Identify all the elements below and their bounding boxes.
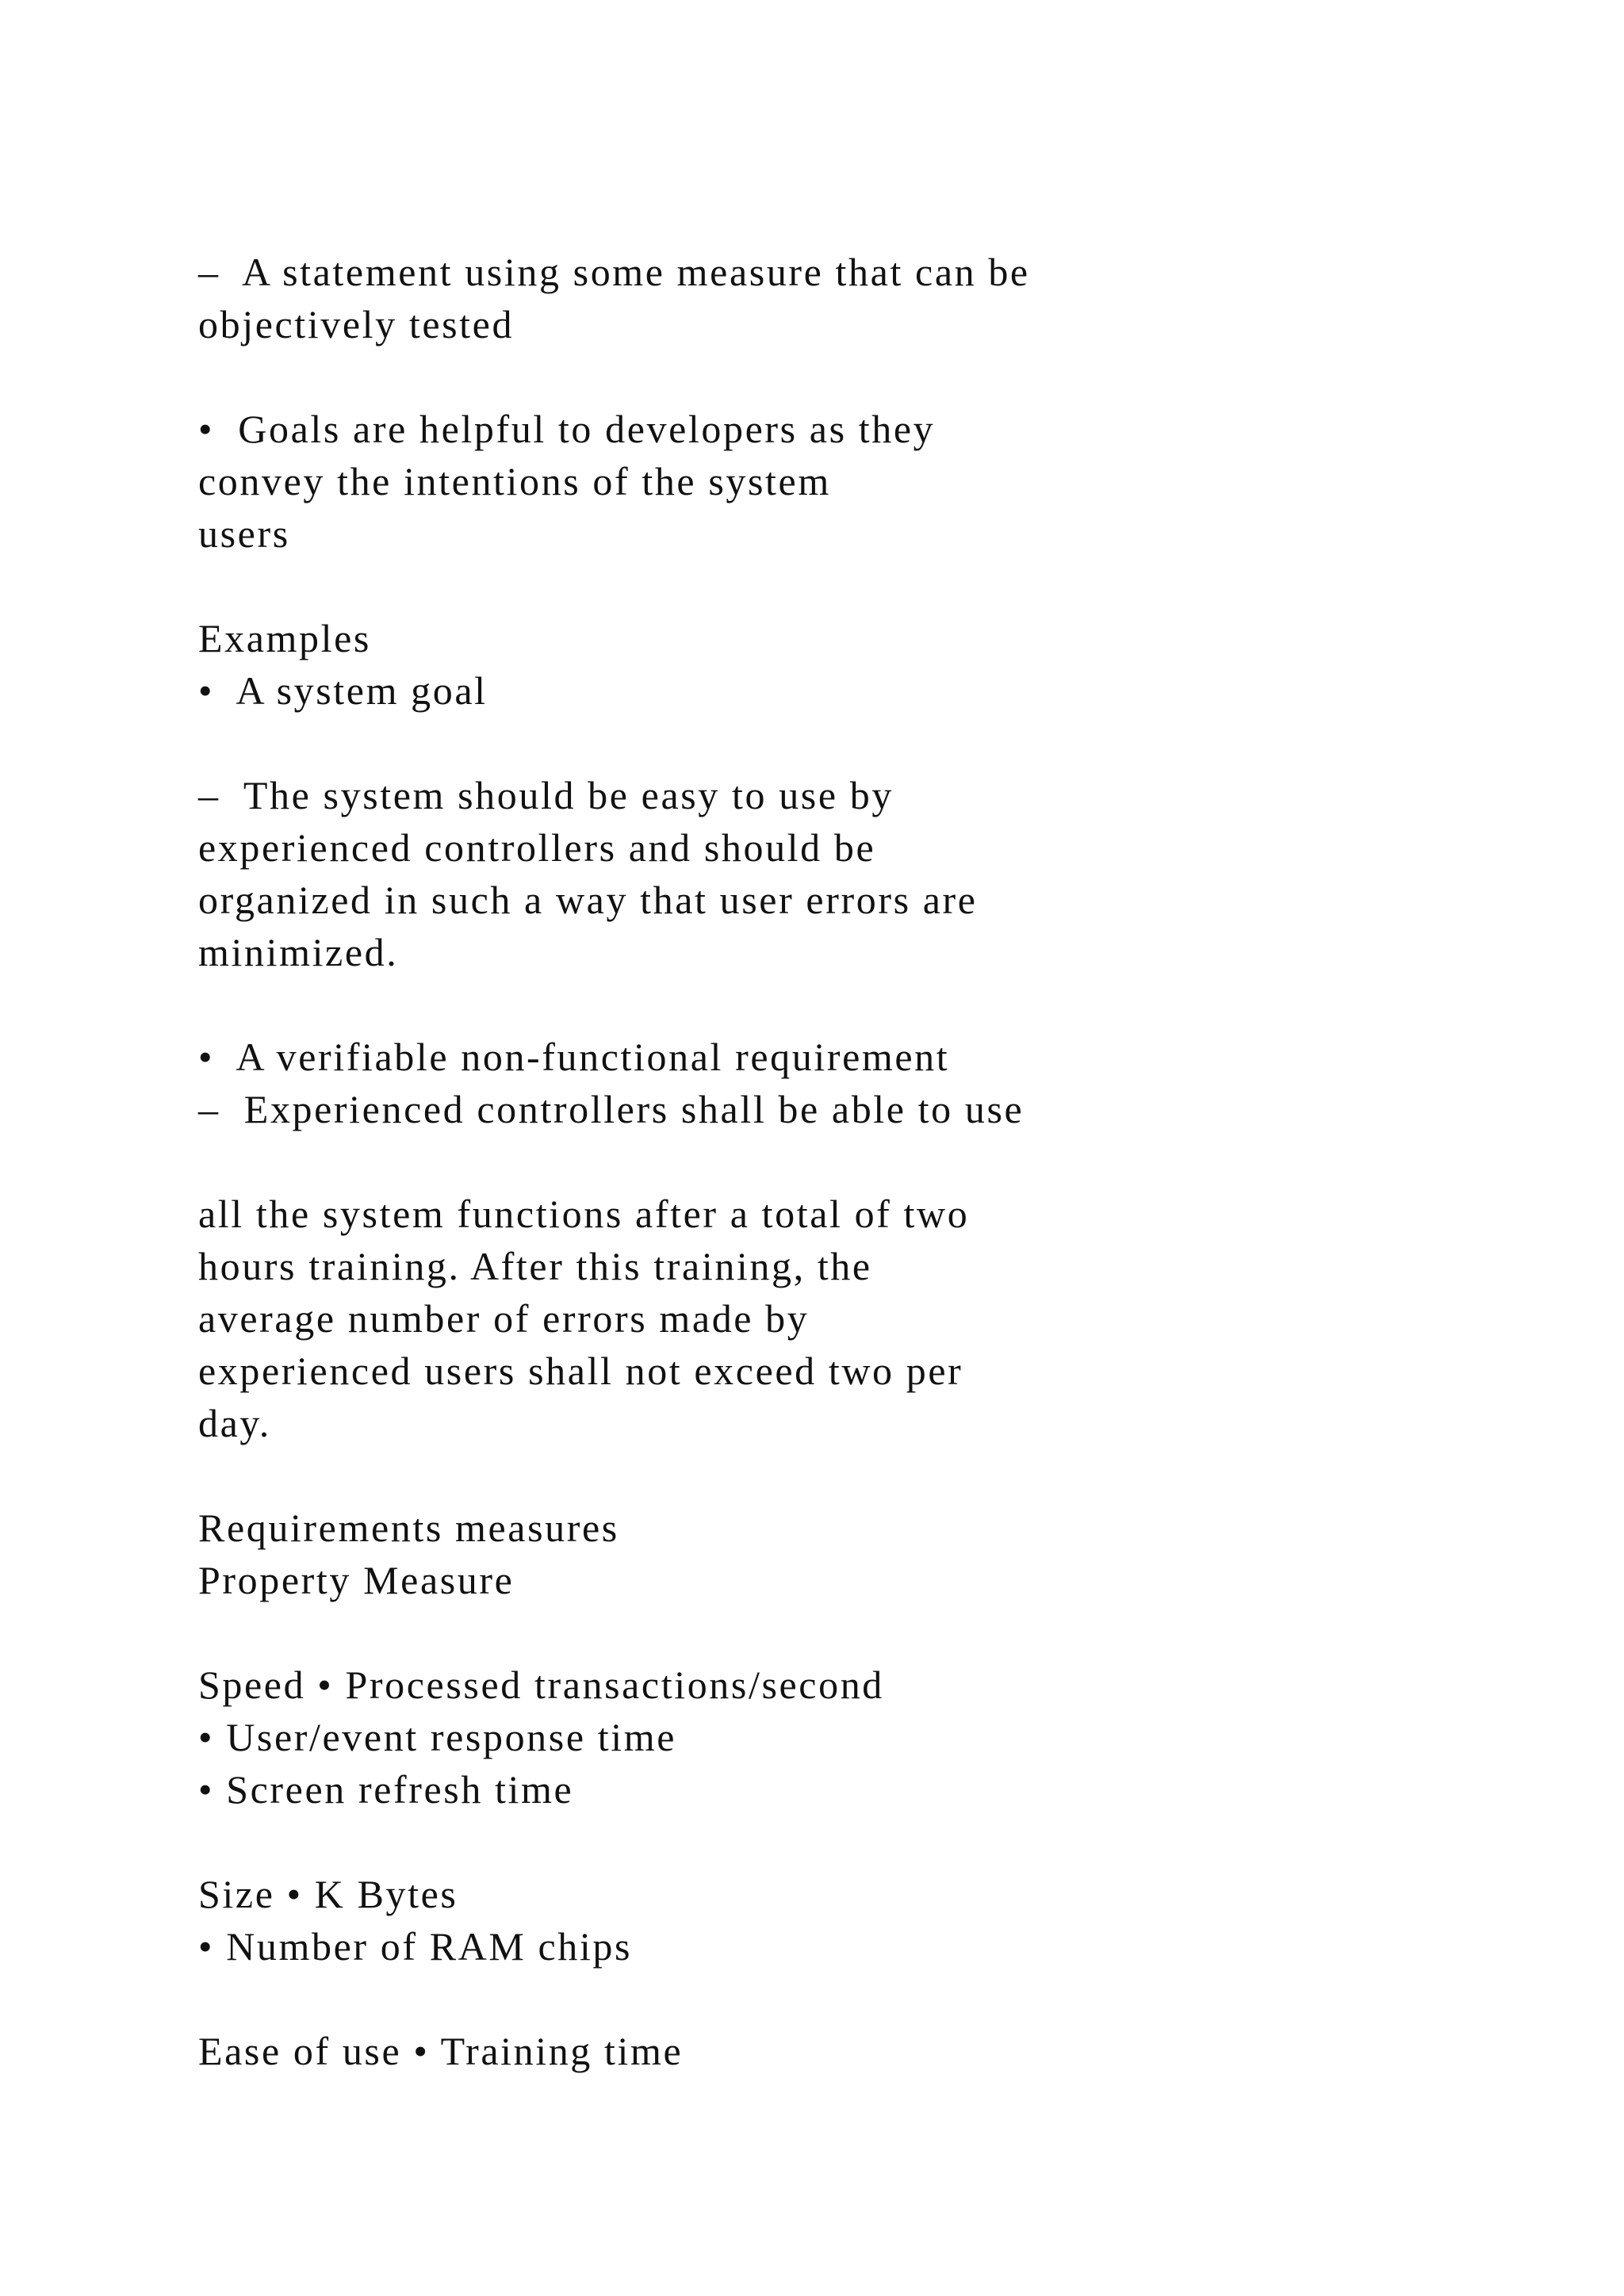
blank-line [198, 1973, 1435, 2025]
blank-line [198, 717, 1435, 769]
text-line: day. [198, 1401, 271, 1445]
table-row: Speed • Processed transactions/second [198, 1663, 884, 1707]
text-line: • A system goal [198, 668, 488, 713]
blank-line [198, 560, 1435, 612]
text-line: • Goals are helpful to developers as they [198, 407, 936, 451]
text-line: all the system functions after a total of two [198, 1192, 970, 1236]
document-text-block [198, 246, 1435, 2077]
text-line: objectively tested [198, 302, 515, 346]
text-line: users [198, 511, 290, 556]
text-line: convey the intentions of the system [198, 459, 831, 503]
text-line: • A verifiable non-functional requirement [198, 1035, 950, 1079]
blank-line [198, 978, 1435, 1031]
table-row: Size • K Bytes [198, 1872, 458, 1916]
table-row: • Number of RAM chips [198, 1924, 633, 1969]
blank-line [198, 350, 1435, 403]
section-heading: Requirements measures [198, 1506, 619, 1550]
table-row: Ease of use • Training time [198, 2029, 684, 2073]
text-line: hours training. After this training, the [198, 1244, 872, 1288]
text-line: – A statement using some measure that can be [198, 250, 1030, 294]
blank-line [198, 1606, 1435, 1659]
text-line: – Experienced controllers shall be able to use [198, 1087, 1025, 1131]
text-line: – The system should be easy to use by [198, 773, 894, 817]
blank-line [198, 1449, 1435, 1502]
table-row: • Screen refresh time [198, 1767, 574, 1812]
table-row: • User/event response time [198, 1715, 677, 1759]
text-line: average number of errors made by [198, 1296, 810, 1341]
section-heading: Examples [198, 616, 371, 660]
blank-line [198, 1135, 1435, 1188]
text-line: minimized. [198, 930, 399, 974]
text-line: experienced users shall not exceed two per [198, 1349, 963, 1393]
text-line: experienced controllers and should be [198, 825, 876, 870]
table-header: Property Measure [198, 1558, 515, 1602]
blank-line [198, 1816, 1435, 1868]
text-line: organized in such a way that user errors are [198, 878, 978, 922]
